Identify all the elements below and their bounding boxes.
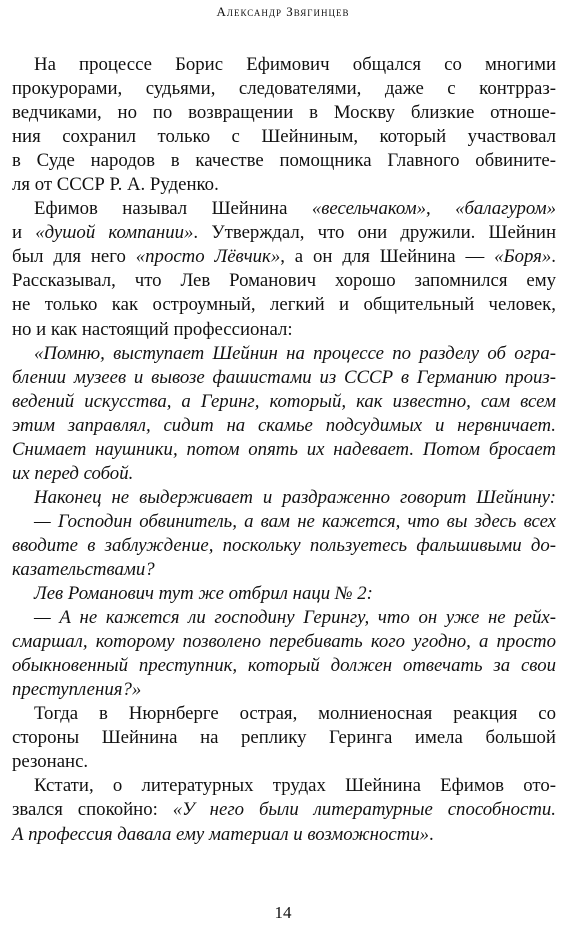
text-line (12, 654, 556, 678)
text-line (12, 318, 556, 342)
text-line (12, 750, 556, 774)
text-line (12, 462, 556, 486)
text-line (12, 77, 556, 101)
text-segment: Ефимов называл Шейнина (34, 198, 312, 220)
italic-text-segment: Наконец не выдерживает и раздраженно говорит Шейнину: (34, 486, 556, 508)
text-segment: Рассказывал, что Лев Романович хорошо запомнился ему (12, 270, 556, 292)
text-line (12, 390, 556, 414)
italic-text-segment: — Господин обвинитель, а вам не кажется, что вы здесь всех (34, 510, 556, 532)
body-text (12, 53, 556, 847)
text-line (12, 726, 556, 750)
italic-text-segment: «душой компании» (35, 222, 194, 244)
text-segment: в Суде народов в качестве помощника Главного обвините- (12, 150, 556, 172)
text-line (12, 414, 556, 438)
text-line (12, 774, 556, 798)
text-line (12, 823, 556, 847)
text-segment: На процессе Борис Ефимович общался со многими (34, 54, 556, 75)
text-segment: Кстати, о литературных трудах Шейнина Ефимов ото- (34, 775, 556, 797)
text-segment: и (12, 222, 36, 244)
text-line (12, 678, 556, 702)
italic-text-segment: — А не кажется ли господину Герингу, что он уже не рейх- (34, 607, 556, 629)
italic-text-segment: «балагуром» (455, 198, 556, 220)
text-line (12, 269, 556, 293)
text-segment: стороны Шейнина на реплику Геринга имела большой (12, 727, 556, 749)
text-segment: резонанс. (12, 751, 89, 773)
text-segment: ведчиками, но по возвращении в Москву близкие отноше- (12, 102, 556, 124)
text-line (12, 438, 556, 462)
italic-text-segment: вводите в заблуждение, поскольку пользуетесь фальшивыми до- (12, 534, 556, 556)
text-segment: Тогда в Нюрнберге острая, молниеносная реакция со (34, 703, 556, 725)
text-line (12, 582, 556, 606)
text-line (12, 101, 556, 125)
italic-text-segment: их перед собой. (12, 462, 134, 484)
text-line (12, 366, 556, 390)
italic-text-segment: Снимает наушники, потом опять их надевает. Потом бросает (12, 438, 556, 460)
italic-text-segment: казательствами? (12, 558, 155, 580)
text-segment: , (425, 198, 456, 220)
text-segment: , а он для Шейнина — (280, 246, 495, 268)
italic-text-segment: «весельчаком» (311, 198, 426, 220)
text-line (12, 342, 556, 366)
italic-text-segment: А профессия давала ему материал и возможности» (12, 823, 430, 845)
text-segment: ния сохранил только с Шейниным, который участвовал (12, 126, 556, 148)
italic-text-segment: ведений искусства, а Геринг, который, как известно, сам всем (12, 390, 556, 412)
text-line (12, 486, 556, 510)
text-line (12, 173, 556, 197)
italic-text-segment: Лев Романович тут же отбрил наци № 2: (34, 583, 373, 605)
italic-text-segment: смаршал, которому позволено перебивать кого угодно, а просто (12, 631, 556, 653)
text-line (12, 125, 556, 149)
text-line (12, 630, 556, 654)
italic-text-segment: блении музеев и вывозе фашистами из СССР в Германию произ- (12, 366, 556, 388)
text-line (12, 702, 556, 726)
text-segment: прокурорами, судьями, следователями, даже с контрраз- (12, 78, 556, 100)
text-line (12, 798, 556, 822)
text-line (12, 606, 556, 630)
text-segment: . (429, 823, 434, 845)
italic-text-segment: преступления?» (12, 679, 142, 701)
italic-text-segment: «просто Лёвчик» (135, 246, 281, 268)
italic-text-segment: «Боря» (494, 246, 552, 268)
text-line (12, 53, 556, 77)
text-segment: был для него (12, 246, 136, 268)
text-line (12, 221, 556, 245)
italic-text-segment: обыкновенный преступник, который должен отвечать за свои (12, 655, 556, 677)
text-line (12, 534, 556, 558)
italic-text-segment: «У него были литературные способности. (172, 799, 556, 821)
italic-text-segment: этим заправлял, сидит на скамье подсудимых и нервничает. (12, 414, 556, 436)
text-line (12, 293, 556, 317)
text-line (12, 245, 556, 269)
text-segment: не только как остроумный, легкий и общительный человек, (12, 294, 556, 316)
text-segment: ля от СССР Р. А. Руденко. (12, 174, 219, 196)
text-line (12, 510, 556, 534)
text-line (12, 149, 556, 173)
text-line (12, 558, 556, 582)
running-header: Александр Звягинцев (216, 4, 350, 19)
page-number: 14 (274, 903, 292, 922)
text-segment: . (551, 246, 556, 268)
text-segment: . Утверждал, что они дружили. Шейнин (193, 222, 557, 244)
text-segment: но и как настоящий профессионал: (12, 318, 293, 340)
text-segment: звался спокойно: (12, 799, 173, 821)
italic-text-segment: «Помню, выступает Шейнин на процессе по разделу об огра- (34, 342, 556, 364)
text-line (12, 197, 556, 221)
